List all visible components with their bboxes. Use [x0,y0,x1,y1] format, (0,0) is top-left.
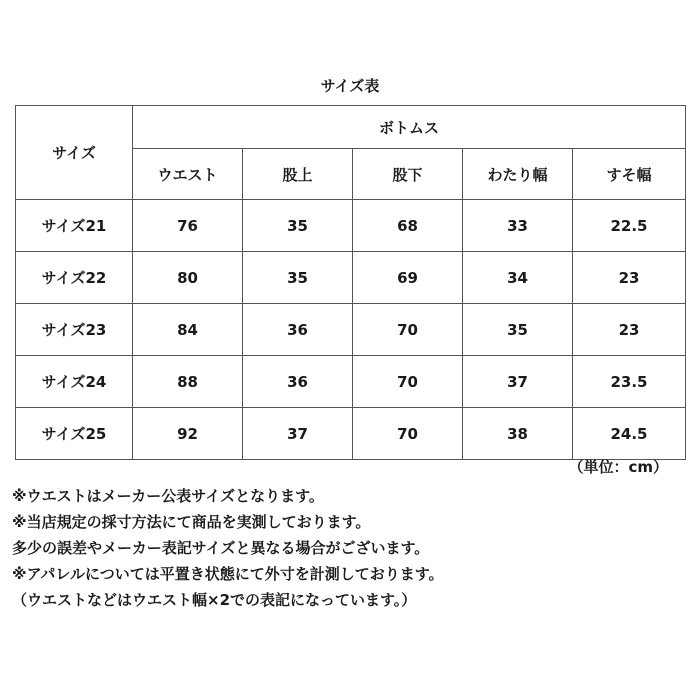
note-line: ※当店規定の採寸方法にて商品を実測しております。 [12,513,371,531]
rise-cell: 36 [243,304,353,356]
rise-cell: 35 [243,252,353,304]
column-header-thigh-width: わたり幅 [463,149,573,200]
unit-label: （単位：cm） [568,458,668,476]
hem-width-cell: 24.5 [573,408,686,460]
rise-cell: 37 [243,408,353,460]
waist-cell: 80 [133,252,243,304]
table-row [16,200,686,252]
column-header-waist: ウエスト [133,149,243,200]
rise-cell: 35 [243,200,353,252]
waist-cell: 76 [133,200,243,252]
hem-width-cell: 23.5 [573,356,686,408]
thigh-width-cell: 33 [463,200,573,252]
size-table [15,105,686,460]
size-column-header: サイズ [16,106,133,200]
page-title: サイズ表 [320,77,380,95]
thigh-width-cell: 37 [463,356,573,408]
thigh-width-cell: 34 [463,252,573,304]
hem-width-cell: 23 [573,304,686,356]
table-row [16,408,686,460]
bottoms-group-header: ボトムス [133,106,686,149]
waist-cell: 88 [133,356,243,408]
thigh-width-cell: 35 [463,304,573,356]
table-header-row-group [16,106,686,149]
size-name-cell: サイズ25 [16,408,133,460]
waist-cell: 92 [133,408,243,460]
thigh-width-cell: 38 [463,408,573,460]
size-name-cell: サイズ23 [16,304,133,356]
inseam-cell: 68 [353,200,463,252]
column-header-hem-width: すそ幅 [573,149,686,200]
column-header-inseam: 股下 [353,149,463,200]
notes-block [12,486,692,616]
table-row [16,356,686,408]
column-header-rise: 股上 [243,149,353,200]
inseam-cell: 70 [353,304,463,356]
rise-cell: 36 [243,356,353,408]
table-row [16,252,686,304]
size-name-cell: サイズ22 [16,252,133,304]
waist-cell: 84 [133,304,243,356]
inseam-cell: 70 [353,356,463,408]
size-name-cell: サイズ24 [16,356,133,408]
note-line: ※ウエストはメーカー公表サイズとなります。 [12,487,324,505]
inseam-cell: 69 [353,252,463,304]
note-line: （ウエストなどはウエスト幅×2での表記になっています。） [12,591,417,609]
hem-width-cell: 22.5 [573,200,686,252]
hem-width-cell: 23 [573,252,686,304]
note-line: ※アパレルについては平置き状態にて外寸を計測しております。 [12,565,444,583]
inseam-cell: 70 [353,408,463,460]
note-line: 多少の誤差やメーカー表記サイズと異なる場合がございます。 [12,539,430,557]
table-row [16,304,686,356]
size-name-cell: サイズ21 [16,200,133,252]
